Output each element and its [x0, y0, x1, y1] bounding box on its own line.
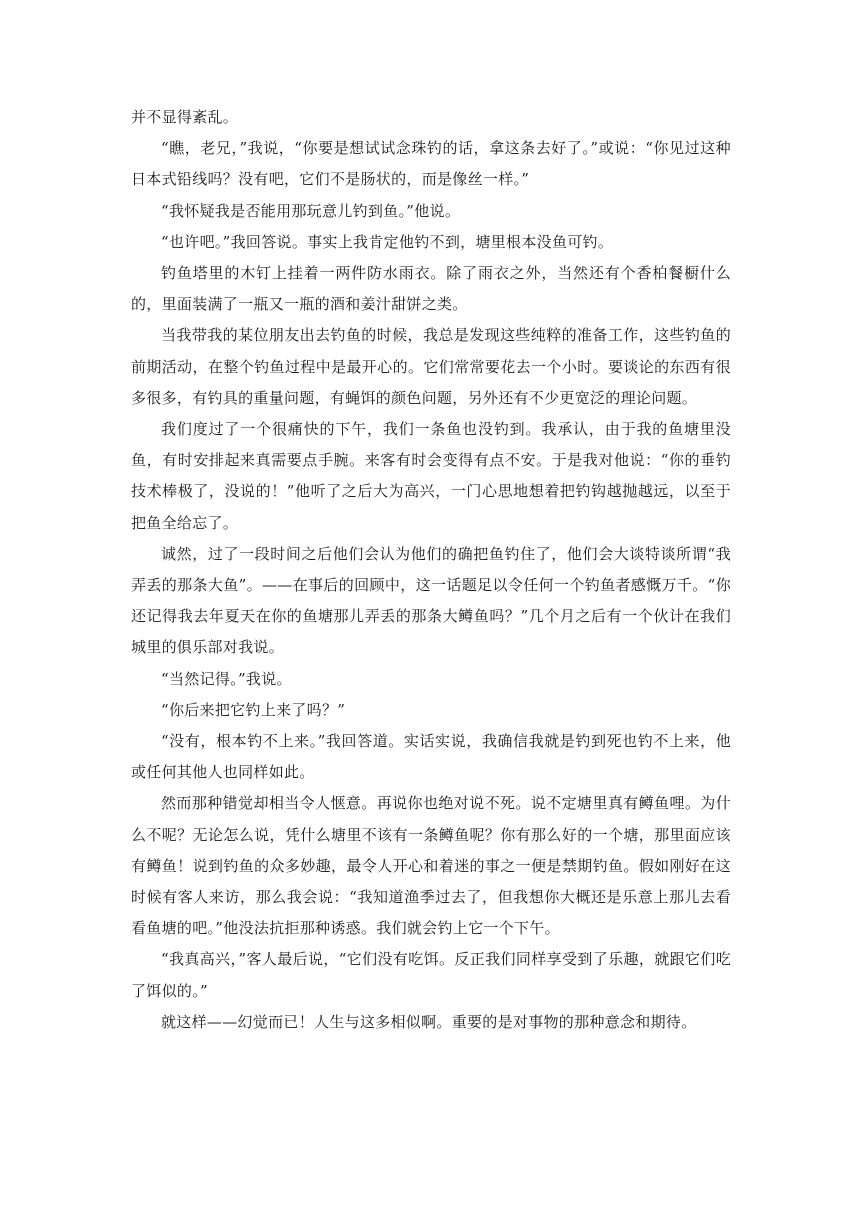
article-body [131, 102, 731, 1038]
paragraph: “也许吧。”我回答说。事实上我肯定他钓不到，塘里根本没鱼可钓。 [161, 232, 614, 251]
paragraph: 然而那种错觉却相当令人惬意。再说你也绝对说不死。说不定塘里真有鳟鱼哩。为什么不呢？无论怎么说，凭什么塘里不该有一条鳟鱼呢？你有那么好的一个塘，那里面应该有鳟鱼！说到钓鱼的众多妙趣，最令人开心和着迷的事之一便是禁期钓鱼。假如刚好在这时候有客人来访，那么我会说：“我知道渔季过去了，但我想你大概还是乐意上那儿去看看鱼塘的吧。”他没法抗拒那种诱惑。我们就会钓上它一个下午。 [131, 794, 731, 938]
paragraph: 就这样——幻觉而已！人生与这多相似啊。重要的是对事物的那种意念和期待。 [161, 1012, 697, 1031]
paragraph: 诚然，过了一段时间之后他们会认为他们的确把鱼钓住了，他们会大谈特谈所谓“我弄丢的那条大鱼”。——在事后的回顾中，这一话题足以令任何一个钓鱼者感慨万千。“你还记得我去年夏天在你的鱼塘那儿弄丢的那条大鳟鱼吗？”几个月之后有一个伙计在我们城里的俱乐部对我说。 [131, 544, 731, 657]
paragraph: 钓鱼塔里的木钉上挂着一两件防水雨衣。除了雨衣之外，当然还有个香柏餐橱什么的，里面装满了一瓶又一瓶的酒和姜汁甜饼之类。 [131, 264, 731, 314]
paragraph: 并不显得紊乱。 [131, 108, 239, 126]
paragraph: “我怀疑我是否能用那玩意儿钓到鱼。”他说。 [161, 201, 461, 220]
paragraph: “瞧，老兄，”我说，“你要是想试试念珠钓的话，拿这条去好了。”或说：“你见过这种日本式铅线吗？没有吧，它们不是肠状的，而是像丝一样。” [131, 139, 731, 189]
paragraph: “你后来把它钓上来了吗？” [161, 700, 346, 719]
paragraph: 我们度过了一个很痛快的下午，我们一条鱼也没钓到。我承认，由于我的鱼塘里没鱼，有时安排起来真需要点手腕。来客有时会变得有点不安。于是我对他说：“你的垂钓技术棒极了，没说的！”他听了之后大为高兴，一门心思地想着把钓钩越抛越远，以至于把鱼全给忘了。 [131, 420, 731, 532]
paragraph: “没有，根本钓不上来。”我回答道。实话实说，我确信我就是钓到死也钓不上来，他或任何其他人也同样如此。 [131, 732, 731, 782]
paragraph: “当然记得。”我说。 [161, 669, 292, 688]
paragraph: 当我带我的某位朋友出去钓鱼的时候，我总是发现这些纯粹的准备工作，这些钓鱼的前期活动，在整个钓鱼过程中是最开心的。它们常常要花去一个小时。要谈论的东西有很多很多，有钓具的重量问题，有蝇饵的颜色问题，另外还有不少更宽泛的理论问题。 [131, 326, 731, 407]
paragraph: “我真高兴，”客人最后说，“它们没有吃饵。反正我们同样享受到了乐趣，就跟它们吃了饵似的。” [131, 950, 731, 1000]
